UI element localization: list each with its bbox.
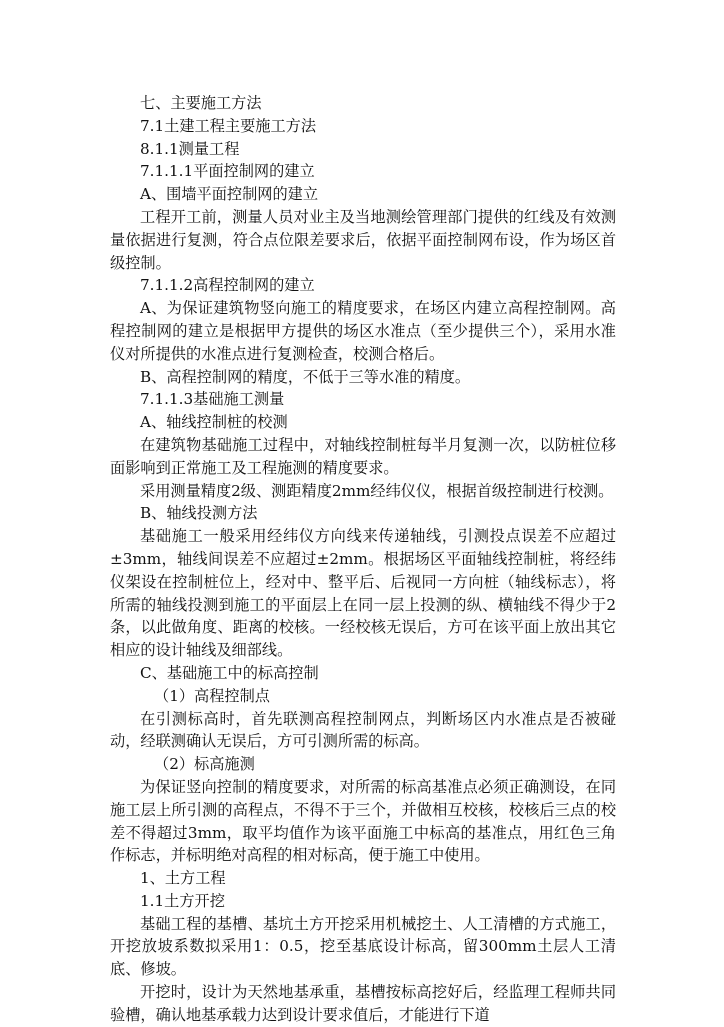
body-paragraph: 为保证竖向控制的精度要求，对所需的标高基准点必须正确测设，在同施工层上所引测的高程点，不得不于三个，并做相互校核，校核后三点的校差不得超过3mm，取平均值作为该平面施工中标高的基准点，用红色三角作标志，并标明绝对高程的相对标高，便于施工中使用。 [110, 777, 616, 865]
body-paragraph: 在建筑物基础施工过程中，对轴线控制桩每半月复测一次，以防桩位移面影响到正常施工及工程施测的精度要求。 [110, 435, 616, 477]
subsection-heading: 7.1土建工程主要施工方法 [140, 116, 317, 135]
subsection-heading: 7.1.1.3基础施工测量 [140, 390, 285, 409]
section-heading: 七、主要施工方法 [140, 94, 262, 112]
body-paragraph: 工程开工前，测量人员对业主及当地测绘管理部门提供的红线及有效测量依据进行复测，符合点位限差要求后，依据平面控制网布设，作为场区首级控制。 [110, 207, 616, 272]
body-paragraph: 在引测标高时，首先联测高程控制网点，判断场区内水准点是否被碰动，经联测确认无误后，方可引测所需的标高。 [110, 709, 616, 751]
body-paragraph: 采用测量精度2级、测距精度2mm经纬仪仪，根据首级控制进行校测。 [140, 481, 614, 500]
document-body [110, 92, 616, 1027]
sub-item-heading: （2）标高施测 [154, 755, 255, 774]
body-paragraph: B、高程控制网的精度，不低于三等水准的精度。 [140, 367, 471, 386]
subsection-heading: 7.1.1.2高程控制网的建立 [140, 276, 315, 295]
item-heading: A、围墙平面控制网的建立 [140, 185, 319, 204]
subsection-heading: 1.1土方开挖 [140, 891, 225, 910]
section-heading: 1、土方工程 [140, 869, 226, 888]
sub-item-heading: （1）高程控制点 [154, 686, 270, 705]
subsection-heading: 8.1.1测量工程 [140, 139, 240, 158]
body-paragraph: 基础施工一般采用经纬仪方向线来传递轴线，引测投点误差不应超过±3mm，轴线间误差不应超过±2mm。根据场区平面轴线控制桩，将经纬仪架设在控制桩位上，经对中、整平后、后视同一方向桩（轴线标志），将所需的轴线投测到施工的平面层上在同一层上投测的纵、横轴线不得少于2条，以此做角度、距离的校核。一经校核无误后，方可在该平面上放出其它相应的设计轴线及细部线。 [110, 527, 616, 660]
body-paragraph: 基础工程的基槽、基坑土方开挖采用机械挖土、人工清槽的方式施工，开挖放坡系数拟采用1：0.5，挖至基底设计标高，留300mm土层人工清底、修坡。 [110, 914, 616, 979]
item-heading: A、轴线控制桩的校测 [140, 413, 288, 432]
body-paragraph: 开挖时，设计为天然地基承重，基槽按标高挖好后，经监理工程师共同验槽，确认地基承载力达到设计要求值后，才能进行下道 [110, 983, 616, 1024]
body-paragraph: A、为保证建筑物竖向施工的精度要求，在场区内建立高程控制网。高程控制网的建立是根据甲方提供的场区水准点（至少提供三个），采用水准仪对所提供的水准点进行复测检查，校测合格后。 [110, 299, 616, 363]
item-heading: B、轴线投测方法 [140, 504, 258, 523]
subsection-heading: 7.1.1.1平面控制网的建立 [140, 162, 315, 181]
item-heading: C、基础施工中的标高控制 [140, 663, 319, 682]
